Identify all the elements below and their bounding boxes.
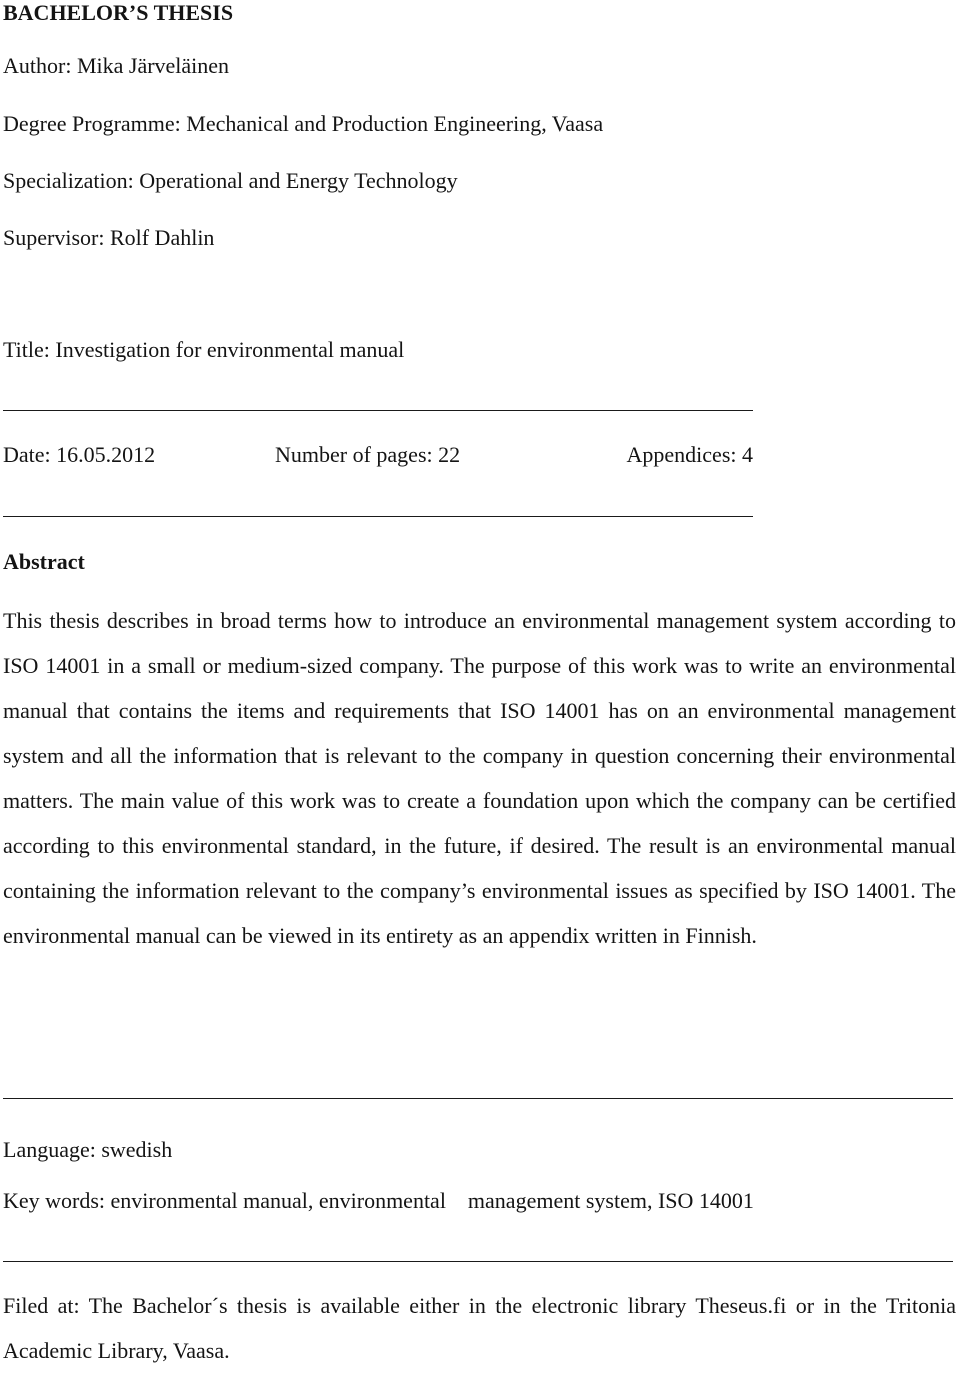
- thesis-heading: BACHELOR’S THESIS: [3, 0, 234, 25]
- pages-field: Number of pages: 22: [275, 442, 461, 467]
- abstract-text: This thesis describes in broad terms how to introduce an environmental management system according to ISO 14001 in a small or medium-sized company. The purpose of this work was to write an environmental manual that contains the items and requirements that ISO 14001 has on an environmental management system and all the information that is relevant to the company in question concerning their environmental matters. The main value of this work was to create a foundation upon which the company can be certified according to this environmental standard, in the future, if desired. The result is an environmental manual containing the information relevant to the company’s environmental issues as specified by ISO 14001. The environmental manual can be viewed in its entirety as an appendix written in Finnish.: [3, 608, 956, 948]
- supervisor-line: Supervisor: Rolf Dahlin: [3, 225, 215, 250]
- appendices-field: Appendices: 4: [626, 442, 753, 467]
- separator-rule: [3, 516, 753, 517]
- keywords-line: Key words: environmental manual, environmental management system, ISO 14001: [3, 1188, 754, 1213]
- specialization-line: Specialization: Operational and Energy Technology: [3, 168, 458, 193]
- title-line: Title: Investigation for environmental manual: [3, 337, 405, 362]
- language-line: Language: swedish: [3, 1137, 173, 1162]
- separator-rule: [3, 1261, 953, 1262]
- author-line: Author: Mika Järveläinen: [3, 53, 230, 78]
- degree-programme-line: Degree Programme: Mechanical and Production Engineering, Vaasa: [3, 111, 604, 136]
- abstract-heading: Abstract: [3, 549, 85, 574]
- separator-rule: [3, 410, 753, 411]
- separator-rule: [3, 1098, 953, 1099]
- filed-at-text: Filed at: The Bachelor´s thesis is available either in the electronic library Theseus.fi or in the Tritonia Academic Library, Vaasa.: [3, 1293, 956, 1363]
- metadata-row: [3, 442, 753, 468]
- date-field: Date: 16.05.2012: [3, 442, 156, 467]
